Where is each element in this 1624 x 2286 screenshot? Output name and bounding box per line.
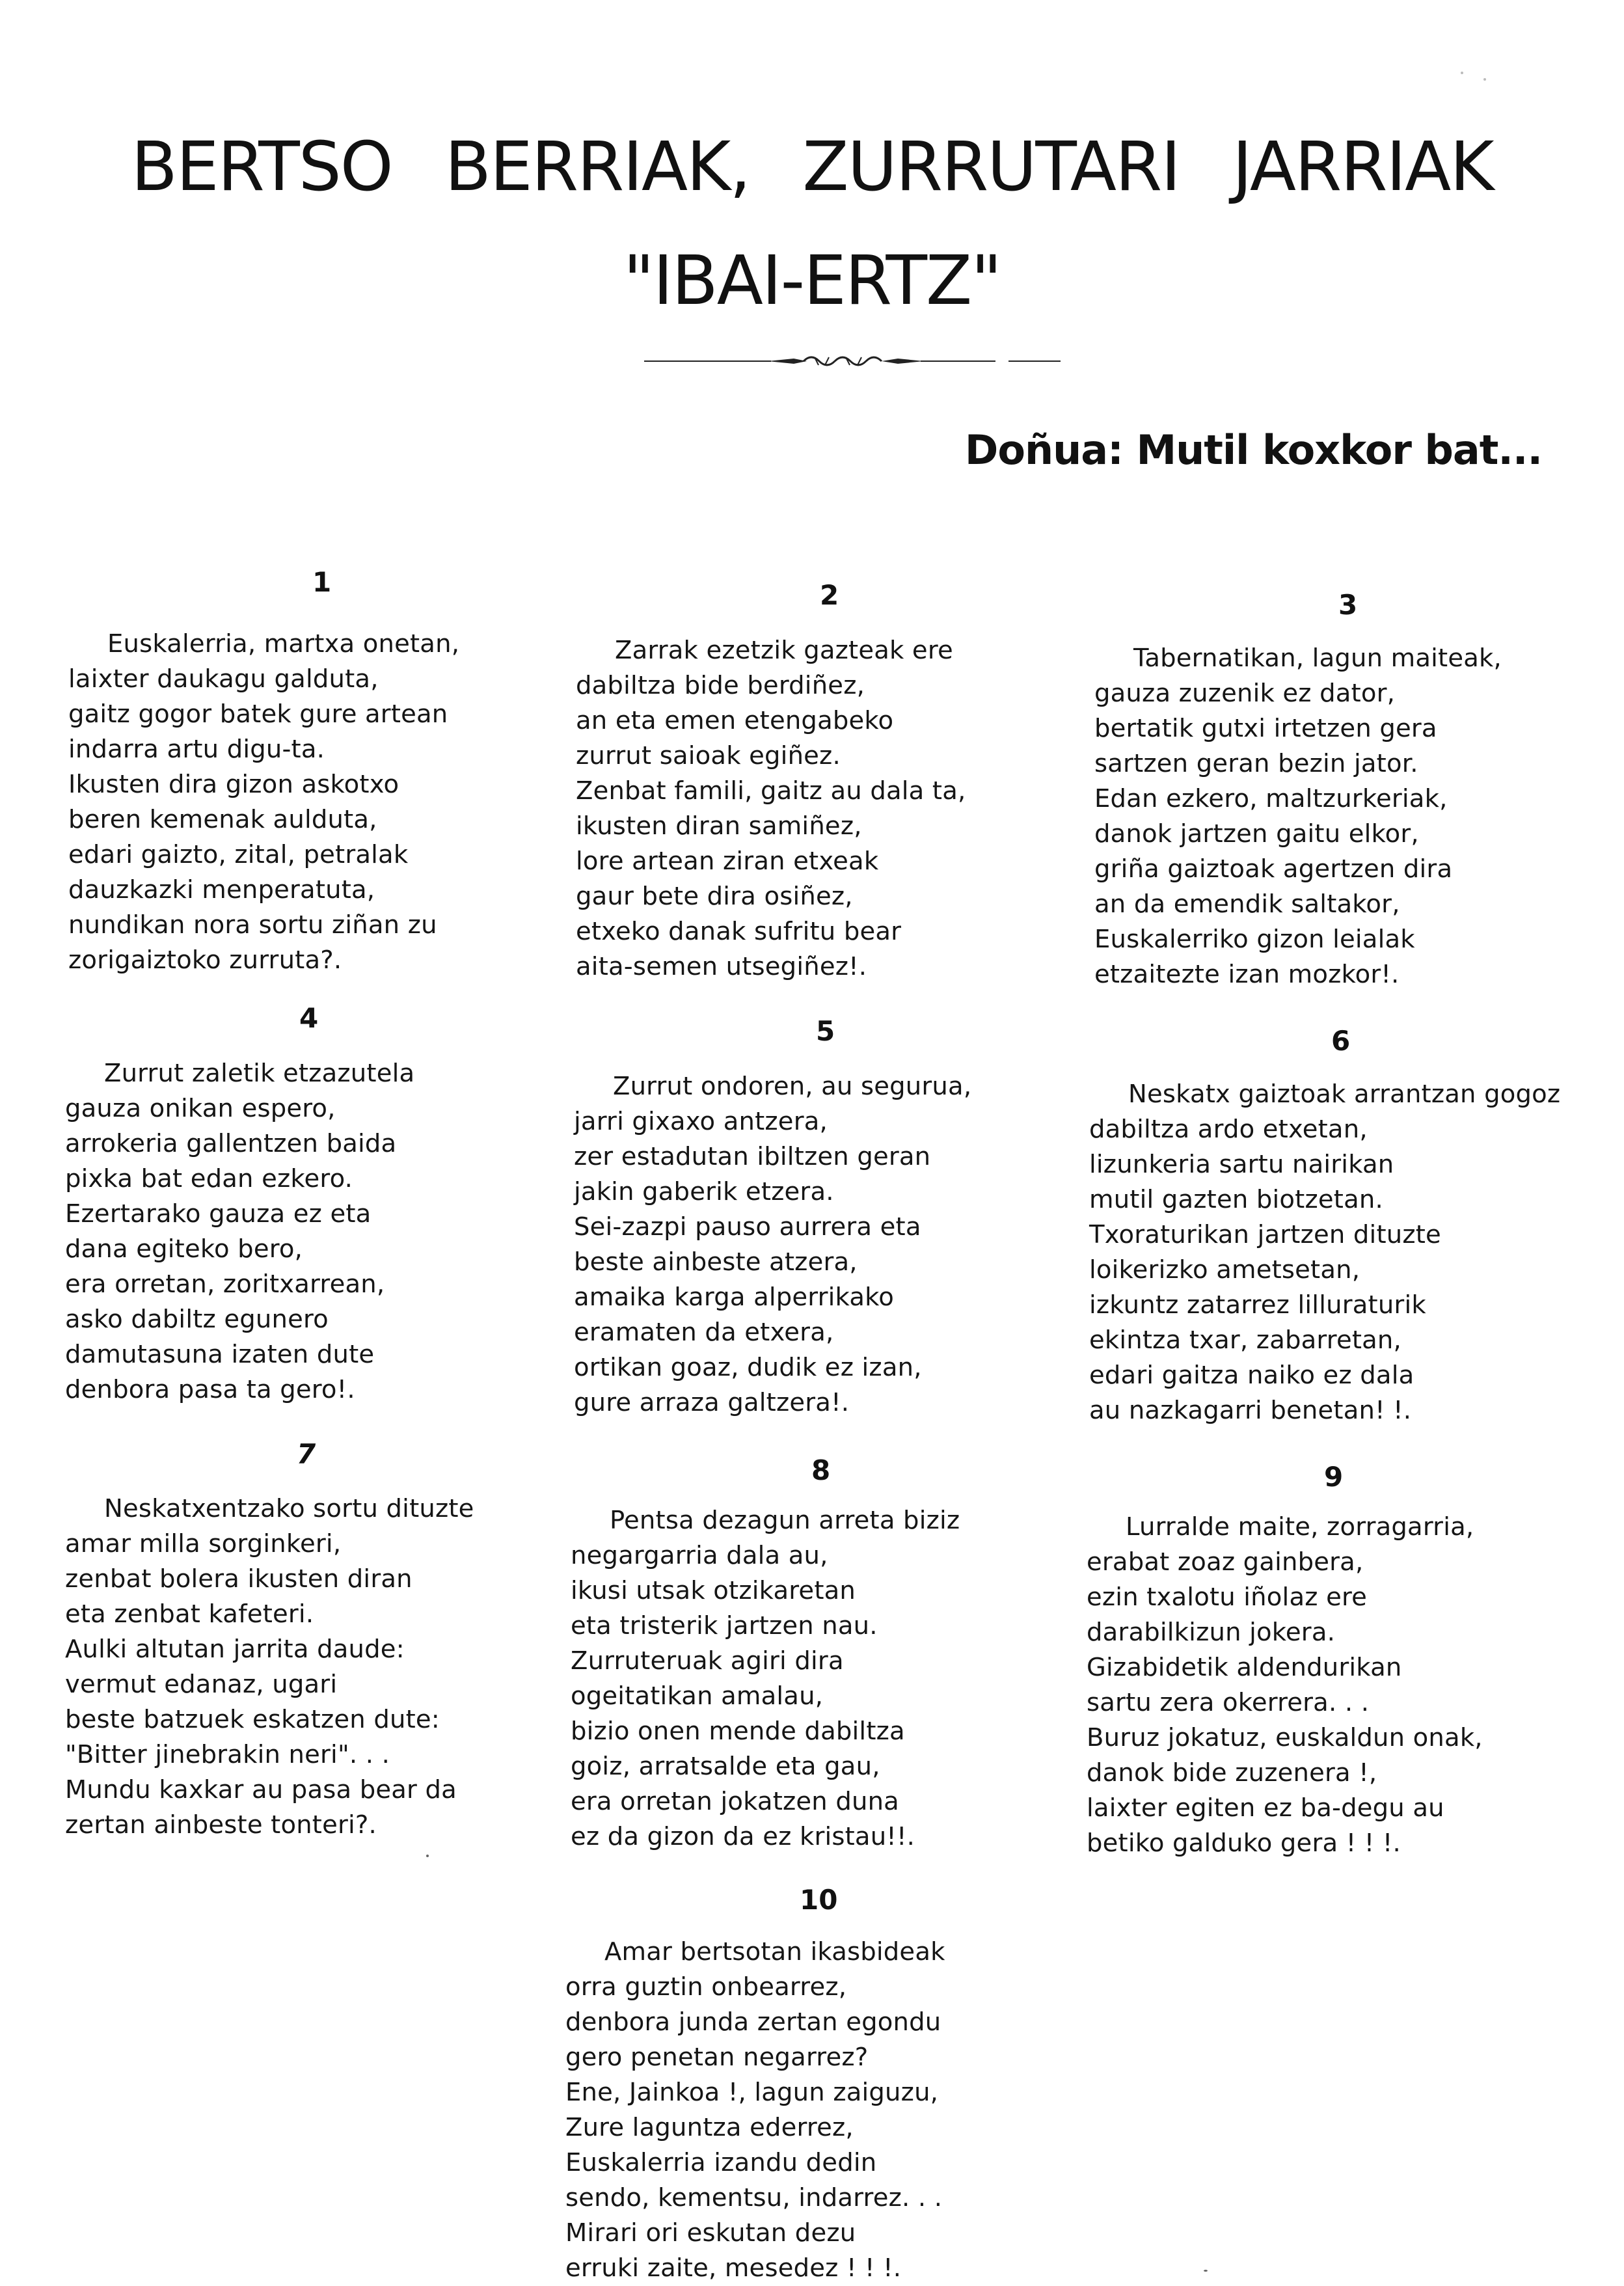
verse-line: danok bide zuzenera !,	[1087, 1758, 1377, 1788]
stanza-number: 10	[800, 1884, 838, 1916]
verse-line: zorigaiztoko zurruta?.	[68, 946, 342, 975]
verse-line: jarri gixaxo antzera,	[574, 1107, 828, 1136]
scan-speck	[1461, 72, 1463, 74]
verse-line: Neskatxentzako sortu dituzte	[104, 1494, 474, 1523]
verse-line: izkuntz zatarrez lilluraturik	[1089, 1290, 1426, 1320]
verse-line: asko dabiltz egunero	[65, 1305, 329, 1334]
verse-line: Edan ezkero, maltzurkeriak,	[1094, 784, 1448, 813]
verse-line: era orretan jokatzen duna	[571, 1787, 899, 1816]
verse-line: eta tristerik jartzen nau.	[571, 1611, 878, 1640]
scan-speck	[426, 1855, 429, 1857]
verse-line: danok jartzen gaitu elkor,	[1094, 819, 1419, 849]
verse-line: "Bitter jinebrakin neri". . .	[65, 1740, 390, 1769]
verse-line: au nazkagarri benetan! !.	[1089, 1396, 1412, 1425]
stanza-lines	[1089, 1077, 1560, 1428]
verse-line: zer estadutan ibiltzen geran	[574, 1142, 931, 1171]
verse-line: Aulki altutan jarrita daude:	[65, 1635, 405, 1664]
verse-line: Buruz jokatuz, euskaldun onak,	[1087, 1723, 1483, 1752]
verse-line: Euskalerria, martxa onetan,	[107, 629, 460, 659]
stanza-lines	[565, 1935, 945, 2286]
verse-line: ez da gizon da ez kristau!!.	[571, 1822, 915, 1851]
verse-line: Txoraturikan jartzen dituzte	[1089, 1220, 1441, 1249]
stanza-number: 5	[816, 1015, 835, 1047]
verse-line: lore artean ziran etxeak	[576, 847, 879, 876]
verse-line: amar milla sorginkeri,	[65, 1529, 342, 1558]
verse-line: sendo, kementsu, indarrez. . .	[565, 2183, 943, 2212]
verse-line: ikusi utsak otzikaretan	[571, 1576, 856, 1605]
verse-line: Ezertarako gauza ez eta	[65, 1199, 372, 1229]
verse-line: edari gaitza naiko ez dala	[1089, 1361, 1414, 1390]
verse-line: ikusten diran samiñez,	[576, 811, 862, 841]
stanza-number: 1	[312, 566, 332, 598]
verse-line: amaika karga alperrikako	[574, 1283, 895, 1312]
verse-line: jakin gaberik etzera.	[574, 1177, 834, 1206]
verse-line: goiz, arratsalde eta gau,	[571, 1752, 880, 1781]
stanza-lines	[1094, 641, 1502, 992]
verse-line: beste ainbeste atzera,	[574, 1247, 858, 1277]
verse-line: vermut edanaz, ugari	[65, 1670, 338, 1699]
verse-line: indarra artu digu-ta.	[68, 735, 325, 764]
verse-line: damutasuna izaten dute	[65, 1340, 375, 1369]
verse-line: gauza zuzenik ez dator,	[1094, 679, 1396, 708]
verse-line: Sei-zazpi pauso aurrera eta	[574, 1212, 921, 1242]
verse-line: Zurrut zaletik etzazutela	[104, 1059, 415, 1088]
verse-line: betiko galduko gera ! ! !.	[1087, 1829, 1401, 1858]
verse-line: sartzen geran bezin jator.	[1094, 749, 1418, 778]
verse-line: Pentsa dezagun arreta biziz	[610, 1506, 960, 1535]
stanza-number: 9	[1324, 1461, 1344, 1493]
verse-line: gure arraza galtzera!.	[574, 1388, 850, 1417]
verse-line: ezin txalotu iñolaz ere	[1087, 1583, 1368, 1612]
verse-line: Mundu kaxkar au pasa bear da	[65, 1775, 457, 1804]
verse-line: an eta emen etengabeko	[576, 706, 894, 735]
verse-line: Amar bertsotan ikasbideak	[604, 1937, 945, 1966]
verse-line: griña gaiztoak agertzen dira	[1094, 854, 1453, 884]
verse-line: ogeitatikan amalau,	[571, 1681, 824, 1711]
verse-line: Zurruteruak agiri dira	[571, 1646, 844, 1676]
verse-line: etxeko danak sufritu bear	[576, 917, 902, 946]
verse-line: sartu zera okerrera. . .	[1087, 1688, 1370, 1717]
stanza-lines	[65, 1491, 474, 1843]
verse-line: Zenbat famili, gaitz au dala ta,	[576, 776, 966, 806]
verse-line: arrokeria gallentzen baida	[65, 1129, 397, 1158]
verse-line: Neskatx gaiztoak arrantzan gogoz	[1128, 1080, 1561, 1109]
scan-speck	[1483, 78, 1486, 81]
verse-line: orra guztin onbearrez,	[565, 1972, 847, 2002]
verse-line: Ikusten dira gizon askotxo	[68, 770, 399, 799]
verse-line: gauza onikan espero,	[65, 1094, 336, 1123]
verse-line: negargarria dala au,	[571, 1541, 828, 1570]
verse-line: Euskalerriko gizon leialak	[1094, 925, 1415, 954]
verse-line: erruki zaite, mesedez ! ! !.	[565, 2253, 902, 2283]
verse-line: Gizabidetik aldendurikan	[1087, 1653, 1402, 1682]
stanza-number: 3	[1338, 589, 1358, 621]
verse-line: nundikan nora sortu ziñan zu	[68, 910, 437, 940]
stanza-lines	[1087, 1510, 1483, 1861]
verse-line: era orretan, zoritxarrean,	[65, 1270, 385, 1299]
verse-line: gaitz gogor batek gure artean	[68, 700, 448, 729]
stanza-lines	[571, 1503, 960, 1855]
stanza-number: 6	[1331, 1025, 1351, 1057]
verse-line: an da emendik saltakor,	[1094, 890, 1400, 919]
verse-line: lizunkeria sartu nairikan	[1089, 1150, 1394, 1179]
verse-line: zurrut saioak egiñez.	[576, 741, 841, 770]
stanza-lines	[68, 627, 459, 978]
verse-line: zenbat bolera ikusten diran	[65, 1564, 413, 1594]
verse-line: mutil gazten biotzetan.	[1089, 1185, 1383, 1214]
verse-line: denbora junda zertan egondu	[565, 2007, 941, 2037]
verse-line: Lurralde maite, zorragarria,	[1126, 1512, 1474, 1542]
verse-line: eramaten da etxera,	[574, 1318, 834, 1347]
stanza-number: 8	[811, 1454, 831, 1486]
verse-line: erabat zoaz gainbera,	[1087, 1547, 1364, 1577]
verse-line: darabilkizun jokera.	[1087, 1618, 1336, 1647]
verse-line: dabiltza bide berdiñez,	[576, 671, 865, 700]
author-pseudonym: "IBAI-ERTZ"	[623, 241, 1001, 320]
verse-line: zertan ainbeste tonteri?.	[65, 1810, 377, 1840]
verse-line: ortikan goaz, dudik ez izan,	[574, 1353, 922, 1382]
verse-line: Tabernatikan, lagun maiteak,	[1133, 644, 1502, 673]
verse-line: dabiltza ardo etxetan,	[1089, 1115, 1368, 1144]
stanza-lines	[574, 1069, 971, 1421]
verse-line: Mirari ori eskutan dezu	[565, 2218, 856, 2248]
verse-line: laixter daukagu galduta,	[68, 664, 379, 694]
tune-label: Doñua: Mutil koxkor bat...	[964, 426, 1542, 474]
ornament-divider	[644, 348, 1061, 374]
stanza-lines	[576, 633, 966, 985]
verse-line: gero penetan negarrez?	[565, 2043, 869, 2072]
verse-line: ekintza txar, zabarretan,	[1089, 1326, 1401, 1355]
scan-speck	[1204, 2270, 1208, 2272]
verse-line: Zure laguntza ederrez,	[565, 2113, 854, 2142]
verse-line: etzaitezte izan mozkor!.	[1094, 960, 1400, 989]
verse-line: Zurrut ondoren, au segurua,	[613, 1072, 972, 1101]
verse-line: denbora pasa ta gero!.	[65, 1375, 355, 1404]
verse-line: aita-semen utsegiñez!.	[576, 952, 867, 981]
stanza-lines	[65, 1056, 414, 1408]
stanza-number: 4	[299, 1002, 319, 1034]
verse-line: beren kemenak aulduta,	[68, 805, 377, 834]
verse-line: bizio onen mende dabiltza	[571, 1717, 905, 1746]
verse-line: edari gaizto, zital, petralak	[68, 840, 409, 869]
verse-line: Ene, Jainkoa !, lagun zaiguzu,	[565, 2078, 939, 2107]
verse-line: Euskalerria izandu dedin	[565, 2148, 877, 2177]
page-title: BERTSO BERRIAK, ZURRUTARI JARRIAK	[131, 127, 1493, 206]
verse-line: beste batzuek eskatzen dute:	[65, 1705, 440, 1734]
verse-line: Zarrak ezetzik gazteak ere	[615, 636, 953, 665]
stanza-number: 7	[297, 1438, 316, 1470]
verse-line: loikerizko ametsetan,	[1089, 1255, 1360, 1285]
stanza-number: 2	[820, 579, 839, 611]
verse-line: pixka bat edan ezkero.	[65, 1164, 353, 1193]
verse-line: eta zenbat kafeteri.	[65, 1599, 314, 1629]
verse-line: dana egiteko bero,	[65, 1234, 303, 1264]
verse-line: bertatik gutxi irtetzen gera	[1094, 714, 1437, 743]
verse-line: gaur bete dira osiñez,	[576, 882, 853, 911]
verse-line: laixter egiten ez ba-degu au	[1087, 1793, 1444, 1823]
verse-line: dauzkazki menperatuta,	[68, 875, 375, 905]
